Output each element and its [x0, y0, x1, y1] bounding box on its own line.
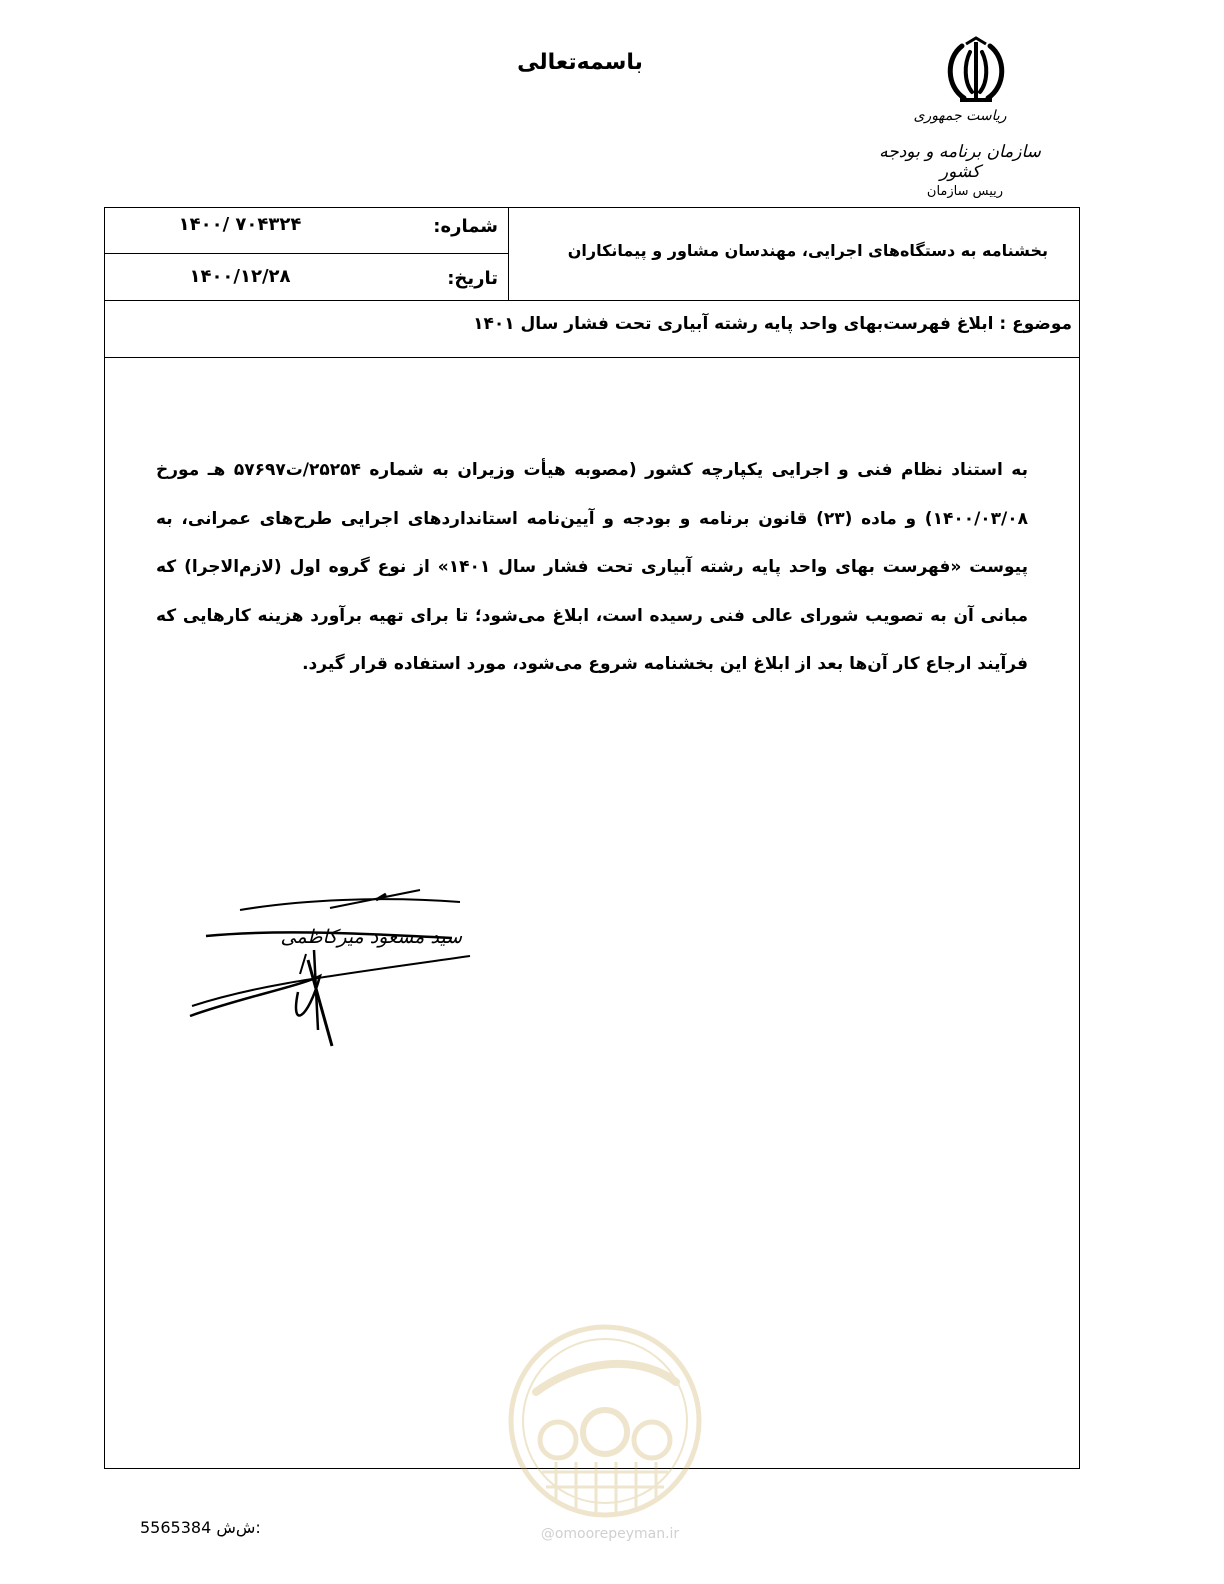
- bismillah-heading: باسمه‌تعالی: [517, 50, 643, 75]
- watermark-seal-icon: [506, 1322, 704, 1520]
- org-line-head: رییس سازمان: [926, 184, 1004, 199]
- org-line-presidency: ریاست جمهوری: [913, 108, 1007, 124]
- handwritten-signature-icon: [180, 880, 480, 1060]
- table-divider-number-date: [104, 253, 508, 254]
- body-paragraph: به استناد نظام فنی و اجرایی یکپارچه کشور (مصوبه هیأت وزیران به شماره ۲۵۲۵۴/ت۵۷۶۹۷ هـ مورخ ۱۴۰۰/۰۳/۰۸) و ماده (۲۳) قانون برنامه و بودجه و آیین‌نامه استانداردهای اجرایی طرح‌های عمرانی، به پیوست «فهرست بهای واحد پایه رشته آبیاری تحت فشار سال ۱۴۰۱» از نوع گروه اول (لازم‌الاجرا) که مبانی آن به تصویب شورای عالی فنی رسیده است، ابلاغ می‌شود؛ تا برای تهیه برآورد هزینه کارهایی که فرآیند ارجاع کار آن‌ها بعد از ابلاغ این بخشنامه شروع می‌شود، مورد استفاده قرار گیرد.: [156, 460, 1029, 674]
- letter-frame: [104, 207, 1080, 1469]
- iran-emblem-icon: [940, 36, 1012, 108]
- table-divider-subject-top: [104, 300, 1080, 301]
- subject-line: موضوع : ابلاغ فهرست‌بهای واحد پایه رشته آبیاری تحت فشار سال ۱۴۰۱: [473, 314, 1072, 334]
- number-label: شماره:: [433, 216, 498, 237]
- footer-reference-value: 5565384: [140, 1518, 212, 1537]
- table-divider-subject-bottom: [104, 357, 1080, 358]
- org-line-organization: سازمان برنامه و بودجه کشور: [879, 142, 1041, 182]
- recipients-line: بخشنامه به دستگاه‌های اجرایی، مهندسان مشاور و پیمانکاران: [567, 240, 1048, 260]
- date-label: تاریخ:: [447, 268, 498, 289]
- signatory-name: سید مسعود میرکاظمی: [280, 926, 462, 948]
- footer-reference-label: ش‌ش:: [216, 1518, 261, 1537]
- number-value: ۱۴۰۰/ ۷۰۴۳۲۴: [178, 214, 302, 235]
- date-value: ۱۴۰۰/۱۲/۲۸: [189, 266, 291, 287]
- watermark-site: @omoorepeyman.ir: [540, 1526, 680, 1542]
- footer-reference: [140, 1518, 280, 1537]
